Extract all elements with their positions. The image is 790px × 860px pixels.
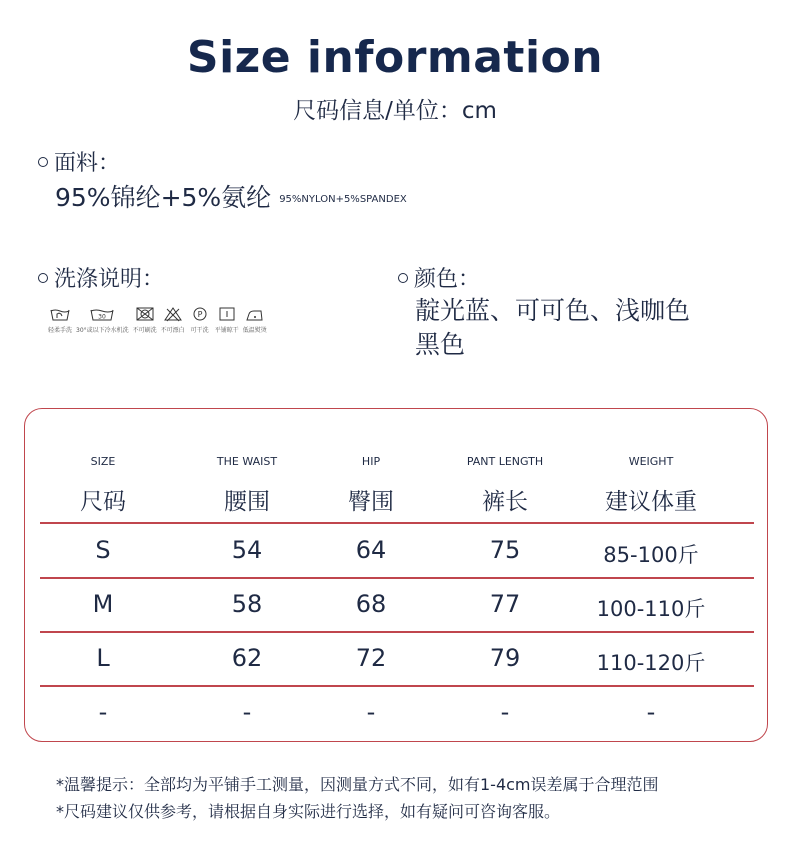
table-cell: 58 — [231, 590, 263, 618]
svg-text:P: P — [197, 310, 203, 319]
bullet-circle-icon — [38, 157, 48, 167]
table-cell: 72 — [355, 644, 387, 672]
row-divider — [40, 522, 754, 524]
table-cell: L — [96, 644, 110, 672]
color-label: 颜色： — [414, 267, 481, 292]
table-cell: - — [366, 698, 376, 726]
table-cell: - — [646, 698, 656, 726]
wash-caption: 可干洗 — [190, 327, 209, 334]
no-bleach-icon — [162, 306, 184, 322]
fabric-label: 面料： — [54, 151, 121, 176]
row-divider — [40, 631, 754, 633]
wash-item — [133, 306, 157, 334]
fabric-section — [38, 146, 120, 177]
header-en: SIZE — [90, 455, 116, 468]
note-line: *温馨提示：全部均为平铺手工测量，因测量方式不同，如有1-4cm误差属于合理范围 — [56, 775, 659, 794]
table-cell: - — [500, 698, 510, 726]
svg-text:30: 30 — [98, 313, 107, 321]
no-tumble-dry-icon — [134, 306, 156, 322]
wash-caption: 轻柔手洗 — [48, 327, 73, 334]
wash-caption: 不可漂白 — [160, 327, 185, 334]
header-en: HIP — [361, 455, 381, 468]
wash-item — [215, 306, 239, 334]
color-line: 黑色 — [415, 330, 466, 359]
header-cn: 腰围 — [224, 489, 270, 515]
wash-caption: 不可刷洗 — [132, 327, 157, 334]
wash-item — [48, 306, 72, 334]
bullet-circle-icon — [38, 273, 48, 283]
fabric-composition — [55, 178, 407, 214]
fabric-main-text: 95%锦纶+5%氨纶 — [55, 183, 272, 212]
table-cell: 85-100斤 — [603, 543, 699, 567]
header-cn: 臀围 — [348, 489, 394, 515]
wash-item — [243, 306, 267, 334]
table-cell: 68 — [355, 590, 387, 618]
table-cell: 64 — [355, 536, 387, 564]
header-cn: 建议体重 — [605, 489, 697, 515]
header-en: THE WAIST — [216, 455, 278, 468]
header-en: WEIGHT — [628, 455, 674, 468]
fabric-english-text: 95%NYLON+5%SPANDEX — [279, 193, 407, 205]
wash-icon-list — [48, 306, 271, 334]
page-subtitle: 尺码信息/单位：cm — [293, 98, 497, 124]
header-en: PANT LENGTH — [466, 455, 544, 468]
hand-wash-icon — [49, 306, 71, 322]
low-iron-icon — [244, 306, 266, 322]
table-cell: M — [92, 590, 114, 618]
table-cell: 79 — [489, 644, 521, 672]
size-table — [24, 408, 768, 742]
table-cell: 75 — [489, 536, 521, 564]
color-section — [398, 262, 480, 293]
page-title: Size information — [186, 32, 604, 83]
header-cn: 裤长 — [482, 489, 528, 515]
table-cell: 100-110斤 — [596, 597, 706, 621]
note-line: *尺码建议仅供参考，请根据自身实际进行选择，如有疑问可咨询客服。 — [56, 802, 561, 821]
wash-caption: 30°或以下冷水机洗 — [76, 327, 129, 334]
table-cell: 110-120斤 — [596, 651, 706, 675]
wash-item — [189, 306, 211, 334]
row-divider — [40, 577, 754, 579]
line-dry-icon — [216, 306, 238, 322]
wash-item — [76, 306, 129, 334]
row-divider — [40, 685, 754, 687]
table-cell: 77 — [489, 590, 521, 618]
dry-clean-p-icon — [189, 306, 211, 322]
washing-label: 洗涤说明： — [54, 267, 165, 292]
wash-caption: 低温熨烫 — [242, 327, 267, 334]
color-line: 靛光蓝、可可色、浅咖色 — [415, 296, 691, 325]
table-cell: 62 — [231, 644, 263, 672]
wash-30-icon — [89, 306, 115, 322]
table-cell: S — [95, 536, 111, 564]
color-options — [415, 294, 690, 362]
table-cell: - — [242, 698, 252, 726]
header-cn: 尺码 — [80, 489, 126, 515]
table-cell: 54 — [231, 536, 263, 564]
washing-section — [38, 262, 164, 293]
table-cell: - — [98, 698, 108, 726]
bullet-circle-icon — [398, 273, 408, 283]
wash-item — [161, 306, 185, 334]
wash-caption: 平铺晾干 — [214, 327, 239, 334]
